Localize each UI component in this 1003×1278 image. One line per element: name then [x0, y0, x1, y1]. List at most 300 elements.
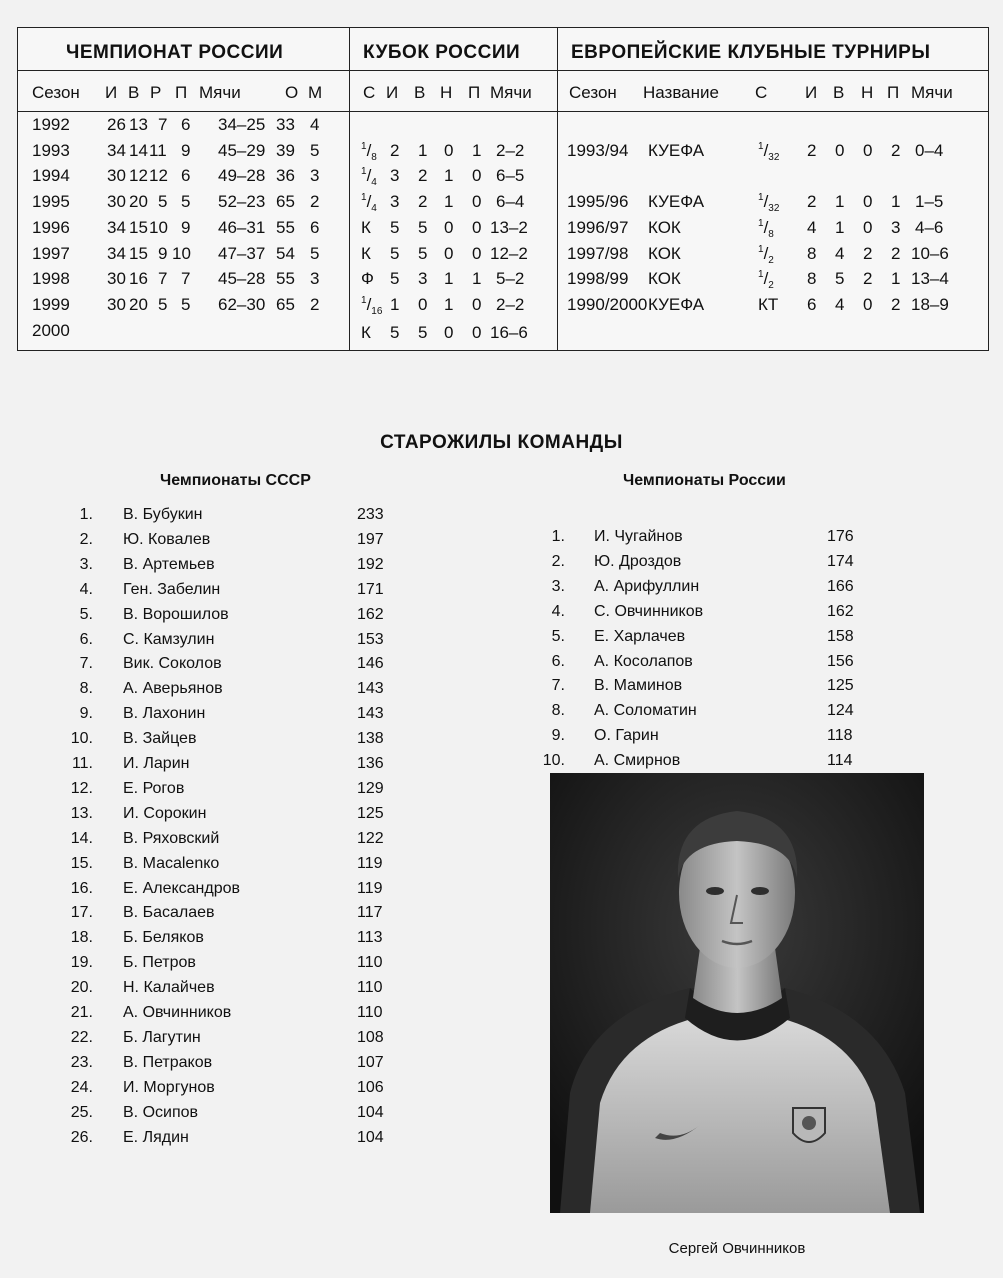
cup-cell-goals: 13–2 — [490, 217, 528, 237]
euro-cell-season: 1990/2000 — [567, 294, 648, 314]
player-games: 113 — [357, 929, 383, 947]
league-cell-goals: 45–29 — [218, 140, 266, 160]
player-games: 233 — [357, 506, 384, 523]
cup-cell-games: 5 — [390, 269, 400, 289]
league-cell-season: 1994 — [32, 166, 70, 186]
cup-cell-goals: 12–2 — [490, 243, 528, 263]
league-header: Сезон — [32, 83, 80, 102]
cup-cell-games: 2 — [390, 140, 400, 160]
player-games: 125 — [357, 804, 384, 822]
league-cell-losses: 10 — [172, 243, 191, 263]
cup-stage: К — [361, 322, 371, 342]
player-games: 117 — [357, 904, 383, 922]
player-rank: 4. — [551, 602, 565, 620]
player-games: 119 — [357, 879, 383, 897]
euro-cell-games: 8 — [807, 269, 817, 289]
league-cell-goals: 45–28 — [218, 269, 266, 289]
cup-cell-goals: 16–6 — [490, 322, 528, 342]
cup-cell-losses: 0 — [472, 294, 482, 314]
euro-cell-games: 6 — [807, 294, 817, 314]
euro-cell-season: 1997/98 — [567, 243, 629, 263]
player-name: Б. Петров — [123, 954, 196, 972]
cup-header: В — [414, 83, 426, 102]
league-title: ЧЕМПИОНАТ РОССИИ — [66, 42, 284, 63]
player-games: 143 — [357, 705, 384, 723]
player-name: В. Зайцев — [123, 730, 197, 748]
player-games: 110 — [357, 979, 383, 997]
euro-cell-name: КУЕФА — [648, 140, 705, 160]
player-rank: 9. — [79, 705, 93, 723]
euro-header: П — [887, 83, 900, 102]
euro-cell-draws: 0 — [863, 192, 873, 212]
league-cell-season: 1993 — [32, 140, 70, 160]
cup-cell-losses: 0 — [472, 192, 482, 212]
cup-cell-goals: 5–2 — [496, 269, 525, 289]
player-rank: 15. — [70, 854, 93, 872]
player-rank: 16. — [70, 879, 93, 897]
player-rank: 2. — [551, 552, 565, 570]
list-item — [0, 603, 1003, 627]
player-name: Б. Беляков — [123, 929, 204, 947]
league-cell-wins: 20 — [129, 192, 148, 212]
league-cell-season: 2000 — [32, 320, 70, 340]
player-rank: 18. — [70, 929, 93, 947]
league-cell-games: 30 — [107, 269, 126, 289]
player-games: 118 — [827, 727, 853, 745]
league-cell-season: 1992 — [32, 115, 70, 134]
league-cell-games: 30 — [107, 294, 126, 314]
player-games: 162 — [827, 602, 854, 620]
player-rank: 26. — [70, 1128, 93, 1146]
cup-cell-wins: 5 — [418, 322, 428, 342]
list-item — [0, 528, 1003, 552]
player-rank: 11. — [71, 755, 93, 772]
league-cell-games: 34 — [107, 243, 126, 263]
cup-stage: $^1/_8$ — [361, 140, 377, 163]
player-games: 104 — [357, 1103, 384, 1121]
player-games: 114 — [827, 752, 853, 770]
league-cell-goals: 62–30 — [218, 294, 266, 314]
player-name: А. Смирнов — [594, 752, 681, 770]
player-games: 156 — [827, 652, 854, 670]
cup-cell-wins: 2 — [418, 166, 428, 186]
league-cell-draws: 5 — [158, 192, 168, 212]
euro-stage: $^1/_{32}$ — [758, 192, 780, 215]
league-cell-season: 1996 — [32, 217, 70, 237]
player-games: 138 — [357, 730, 384, 748]
euro-cell-games: 4 — [807, 217, 817, 237]
player-rank: 12. — [70, 779, 93, 797]
euro-cell-draws: 2 — [863, 243, 873, 263]
league-cell-games: 30 — [107, 192, 126, 212]
league-cell-points: 55 — [276, 217, 295, 237]
league-cell-draws: 12 — [149, 166, 168, 186]
list-item — [0, 628, 1003, 652]
league-cell-games: 34 — [107, 140, 126, 160]
player-games: 104 — [357, 1128, 384, 1146]
league-cell-draws: 9 — [158, 243, 168, 263]
player-name: А. Овчинников — [123, 1004, 232, 1021]
euro-cell-name: КОК — [648, 217, 681, 237]
euro-cell-season: 1993/94 — [567, 140, 629, 160]
player-rank: 19. — [70, 954, 93, 972]
player-games: 143 — [357, 680, 384, 698]
player-rank: 2. — [79, 530, 93, 548]
photo-caption: Сергей Овчинников — [668, 1240, 806, 1257]
player-rank: 7. — [551, 677, 565, 695]
player-photo — [550, 773, 924, 1213]
player-name: В. Артемьев — [123, 555, 215, 573]
euro-cell-losses: 2 — [891, 294, 901, 314]
statistics-table — [17, 27, 989, 351]
cup-cell-wins: 1 — [418, 140, 428, 160]
league-cell-points: 33 — [276, 115, 295, 134]
league-cell-points: 36 — [276, 166, 295, 186]
cup-stage: $^1/_4$ — [361, 192, 377, 215]
cup-cell-losses: 0 — [472, 217, 482, 237]
league-header: О — [285, 83, 299, 102]
euro-cell-wins: 0 — [835, 140, 845, 160]
cup-cell-wins: 5 — [418, 217, 428, 237]
player-games: 107 — [357, 1053, 384, 1071]
section-divider-1 — [349, 28, 350, 350]
cup-cell-games: 1 — [390, 294, 400, 314]
cup-cell-draws: 0 — [444, 322, 454, 342]
euro-cell-name: КУЕФА — [648, 192, 705, 212]
cup-cell-goals: 2–2 — [496, 140, 525, 160]
league-header: В — [128, 83, 140, 102]
league-cell-losses: 9 — [181, 140, 191, 160]
euro-cell-games: 8 — [807, 243, 817, 263]
header-divider — [18, 111, 988, 112]
player-name: Е. Лядин — [123, 1128, 189, 1146]
euro-title: ЕВРОПЕЙСКИЕ КЛУБНЫЕ ТУРНИРЫ — [571, 42, 931, 63]
player-name: И. Чугайнов — [594, 528, 683, 545]
euro-cell-goals: 0–4 — [915, 140, 944, 160]
player-rank: 9. — [551, 727, 565, 745]
league-cell-season: 1998 — [32, 269, 70, 289]
euro-cell-games: 2 — [807, 140, 817, 160]
cup-cell-wins: 3 — [418, 269, 428, 289]
euro-cell-wins: 4 — [835, 294, 845, 314]
player-rank: 10. — [542, 752, 565, 770]
cup-cell-games: 5 — [390, 243, 400, 263]
league-cell-season: 1995 — [32, 192, 70, 212]
euro-cell-draws: 0 — [863, 217, 873, 237]
player-name: Е. Александров — [123, 879, 241, 897]
league-cell-season: 1999 — [32, 294, 70, 314]
league-cell-goals: 34–25 — [218, 115, 266, 134]
league-cell-games: 30 — [107, 166, 126, 186]
league-cell-draws: 11 — [149, 140, 167, 160]
league-header: М — [308, 83, 323, 102]
league-cell-place: 2 — [310, 192, 320, 212]
cup-cell-goals: 6–5 — [496, 166, 525, 186]
cup-cell-draws: 1 — [444, 294, 454, 314]
league-cell-wins: 20 — [129, 294, 148, 314]
league-cell-season: 1997 — [32, 243, 70, 263]
title-divider — [18, 70, 988, 71]
player-name: А. Косолапов — [594, 652, 693, 670]
euro-stage: $^1/_2$ — [758, 243, 774, 266]
euro-cell-goals: 10–6 — [911, 243, 949, 263]
player-name: А. Арифуллин — [594, 577, 700, 595]
cup-cell-goals: 6–4 — [496, 192, 525, 212]
player-name: В. Басалаев — [123, 904, 215, 922]
goalkeeper-portrait — [550, 773, 924, 1213]
cup-cell-draws: 1 — [444, 166, 454, 186]
euro-header: Мячи — [911, 83, 953, 102]
euro-cell-wins: 4 — [835, 243, 845, 263]
euro-stage: $^1/_8$ — [758, 217, 774, 240]
player-name: В. Маминов — [594, 677, 683, 695]
player-games: 136 — [357, 755, 384, 772]
player-name: В. Осипов — [123, 1103, 199, 1121]
player-name: А. Соломатин — [594, 702, 697, 720]
cup-cell-losses: 1 — [472, 269, 482, 289]
euro-cell-goals: 1–5 — [915, 192, 944, 212]
player-rank: 7. — [79, 655, 93, 673]
cup-cell-draws: 0 — [444, 217, 454, 237]
cup-stage: К — [361, 217, 371, 237]
league-cell-place: 4 — [310, 115, 320, 134]
cup-header: И — [386, 83, 399, 102]
league-cell-wins: 13 — [129, 115, 148, 134]
euro-cell-losses: 1 — [891, 192, 901, 212]
player-name: С. Овчинников — [594, 602, 704, 620]
player-name: Ю. Дроздов — [594, 552, 682, 570]
player-name: Ген. Забелин — [123, 580, 221, 598]
player-games: 176 — [827, 528, 854, 545]
player-rank: 1. — [79, 506, 93, 523]
cup-header: С — [363, 83, 376, 102]
euro-cell-wins: 1 — [835, 217, 845, 237]
list-item — [0, 702, 1003, 726]
player-rank: 17. — [70, 904, 93, 922]
player-rank: 23. — [70, 1053, 93, 1071]
player-name: С. Камзулин — [123, 630, 215, 648]
cup-stage: $^1/_{16}$ — [361, 294, 383, 317]
player-games: 129 — [357, 779, 384, 797]
cup-stage: $^1/_4$ — [361, 166, 377, 189]
euro-header: В — [833, 83, 845, 102]
player-name: В. Ряховский — [123, 829, 220, 847]
player-rank: 14. — [70, 829, 93, 847]
league-cell-wins: 16 — [129, 269, 148, 289]
euro-cell-name: КУЕФА — [648, 294, 705, 314]
player-name: Б. Лагутин — [123, 1028, 201, 1046]
euro-stage: $^1/_{32}$ — [758, 140, 780, 163]
list-item — [0, 506, 1003, 530]
league-cell-losses: 7 — [181, 269, 191, 289]
league-cell-points: 54 — [276, 243, 295, 263]
euro-cell-wins: 5 — [835, 269, 845, 289]
euro-cell-name: КОК — [648, 269, 681, 289]
player-rank: 10. — [70, 730, 93, 748]
player-games: 106 — [357, 1078, 384, 1096]
cup-cell-games: 3 — [390, 192, 400, 212]
player-games: 166 — [827, 577, 854, 595]
player-games: 162 — [357, 605, 384, 623]
euro-cell-name: КОК — [648, 243, 681, 263]
league-cell-points: 65 — [276, 192, 295, 212]
player-name: Е. Харлачев — [594, 627, 686, 645]
cup-cell-wins: 5 — [418, 243, 428, 263]
euro-header: Сезон — [569, 83, 617, 102]
cup-cell-draws: 1 — [444, 269, 454, 289]
list-item — [0, 727, 1003, 751]
list-item — [0, 578, 1003, 602]
league-cell-goals: 49–28 — [218, 166, 266, 186]
league-cell-losses: 6 — [181, 166, 191, 186]
league-header: Мячи — [199, 83, 241, 102]
player-games: 174 — [827, 552, 854, 570]
euro-cell-losses: 3 — [891, 217, 901, 237]
cup-cell-losses: 0 — [472, 322, 482, 342]
euro-stage: КТ — [758, 294, 779, 314]
euro-header: Название — [643, 83, 719, 102]
cup-cell-draws: 1 — [444, 192, 454, 212]
league-header: И — [105, 83, 118, 102]
league-header: Р — [150, 83, 162, 102]
league-cell-losses: 5 — [181, 192, 191, 212]
euro-header: Н — [861, 83, 874, 102]
list-item — [0, 553, 1003, 577]
section-divider-2 — [557, 28, 558, 350]
player-name: Ю. Ковалев — [123, 530, 211, 548]
player-games: 197 — [357, 530, 384, 548]
euro-cell-draws: 0 — [863, 140, 873, 160]
player-name: Н. Калайчев — [123, 979, 215, 997]
cup-header: Мячи — [490, 83, 532, 102]
player-rank: 4. — [79, 580, 93, 598]
cup-cell-games: 5 — [390, 322, 400, 342]
league-cell-place: 3 — [310, 269, 320, 289]
cup-stage: Ф — [361, 269, 374, 289]
league-cell-draws: 7 — [158, 115, 168, 134]
cup-cell-draws: 0 — [444, 243, 454, 263]
league-cell-goals: 46–31 — [218, 217, 266, 237]
league-cell-goals: 47–37 — [218, 243, 266, 263]
player-games: 146 — [357, 655, 384, 673]
euro-cell-season: 1998/99 — [567, 269, 629, 289]
player-rank: 1. — [551, 528, 565, 545]
player-name: В. Бубукин — [123, 506, 203, 523]
player-name: И. Ларин — [123, 755, 190, 772]
player-name: Е. Рогов — [123, 779, 185, 797]
league-cell-losses: 5 — [181, 294, 191, 314]
euro-cell-games: 2 — [807, 192, 817, 212]
euro-cell-losses: 2 — [891, 243, 901, 263]
player-name: В. Масalenко — [123, 854, 220, 872]
cup-header: Н — [440, 83, 453, 102]
league-cell-place: 5 — [310, 140, 320, 160]
league-header: П — [175, 83, 188, 102]
league-cell-draws: 5 — [158, 294, 168, 314]
euro-cell-season: 1996/97 — [567, 217, 629, 237]
league-cell-wins: 14 — [129, 140, 148, 160]
league-cell-games: 26 — [107, 115, 126, 134]
cup-cell-losses: 0 — [472, 243, 482, 263]
player-games: 124 — [827, 702, 854, 720]
list-item — [0, 677, 1003, 701]
league-cell-wins: 12 — [129, 166, 148, 186]
euro-cell-wins: 1 — [835, 192, 845, 212]
russia-list-title: Чемпионаты России — [623, 472, 786, 489]
euro-cell-goals: 4–6 — [915, 217, 944, 237]
euro-cell-draws: 2 — [863, 269, 873, 289]
player-rank: 24. — [70, 1078, 93, 1096]
league-cell-place: 3 — [310, 166, 320, 186]
player-rank: 6. — [551, 652, 565, 670]
cup-cell-games: 3 — [390, 166, 400, 186]
euro-cell-goals: 13–4 — [911, 269, 949, 289]
league-cell-draws: 7 — [158, 269, 168, 289]
cup-header: П — [468, 83, 481, 102]
league-cell-losses: 6 — [181, 115, 191, 134]
cup-cell-games: 5 — [390, 217, 400, 237]
player-rank: 13. — [70, 804, 93, 822]
player-games: 108 — [357, 1028, 384, 1046]
cup-cell-goals: 2–2 — [496, 294, 525, 314]
player-rank: 3. — [79, 555, 93, 573]
player-games: 158 — [827, 627, 854, 645]
player-rank: 8. — [551, 702, 565, 720]
league-cell-place: 6 — [310, 217, 320, 237]
euro-cell-draws: 0 — [863, 294, 873, 314]
list-item — [0, 653, 1003, 677]
euro-cell-losses: 1 — [891, 269, 901, 289]
player-rank: 3. — [551, 577, 565, 595]
player-name: В. Ворошилов — [123, 605, 229, 623]
league-cell-wins: 15 — [129, 243, 148, 263]
cup-cell-wins: 0 — [418, 294, 428, 314]
ussr-list-title: Чемпионаты СССР — [160, 472, 311, 489]
player-rank: 5. — [551, 627, 565, 645]
veterans-title: СТАРОЖИЛЫ КОМАНДЫ — [380, 432, 623, 453]
player-name: И. Сорокин — [123, 804, 207, 822]
euro-header: И — [805, 83, 818, 102]
player-games: 110 — [357, 1004, 383, 1021]
player-name: О. Гарин — [594, 727, 659, 745]
league-cell-wins: 15 — [129, 217, 148, 237]
player-games: 192 — [357, 555, 384, 573]
player-rank: 8. — [79, 680, 93, 698]
cup-cell-losses: 1 — [472, 140, 482, 160]
euro-stage: $^1/_2$ — [758, 269, 774, 292]
player-name: И. Моргунов — [123, 1078, 215, 1096]
cup-stage: К — [361, 243, 371, 263]
euro-cell-goals: 18–9 — [911, 294, 949, 314]
league-cell-points: 65 — [276, 294, 295, 314]
player-name: А. Аверьянов — [123, 680, 223, 698]
cup-title: КУБОК РОССИИ — [363, 42, 521, 63]
euro-header: С — [755, 83, 768, 102]
player-games: 110 — [357, 954, 383, 972]
league-cell-points: 39 — [276, 140, 295, 160]
player-games: 171 — [357, 580, 384, 598]
euro-cell-season: 1995/96 — [567, 192, 629, 212]
euro-cell-losses: 2 — [891, 140, 901, 160]
league-cell-goals: 52–23 — [218, 192, 266, 212]
cup-cell-wins: 2 — [418, 192, 428, 212]
player-rank: 21. — [70, 1004, 93, 1021]
league-cell-points: 55 — [276, 269, 295, 289]
league-cell-place: 5 — [310, 243, 320, 263]
cup-cell-draws: 0 — [444, 140, 454, 160]
player-games: 153 — [357, 630, 384, 648]
cup-cell-losses: 0 — [472, 166, 482, 186]
